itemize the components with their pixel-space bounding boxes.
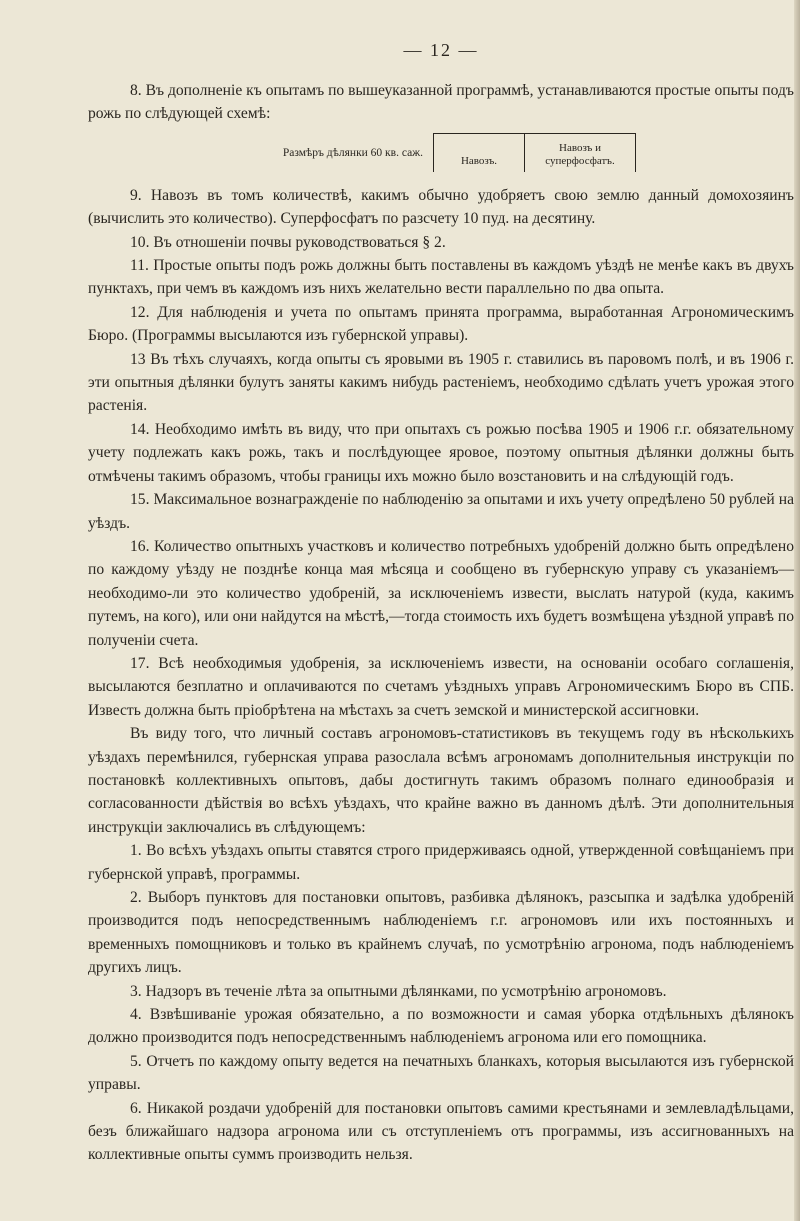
instruction-item: 2. Выборъ пунктовъ для постановки опытовъ, разбивка дѣлянокъ, разсыпка и задѣлка удобреній производится подъ непосредственнымъ наблюденіемъ г.г. агрономовъ или ихъ постоянныхъ и временныхъ помощниковъ и только въ крайнемъ случаѣ, по усмотрѣнію агронома, подъ наблюденіемъ другихъ лицъ. (88, 889, 794, 977)
scheme-cell-manure: Навозъ. (434, 134, 525, 172)
page-number: — 12 — (403, 40, 479, 60)
paragraph: 10. Въ отношеніи почвы руководствоваться § 2. (130, 233, 446, 251)
scheme-caption: Размѣръ дѣлянки 60 кв. саж. (282, 146, 423, 159)
scheme-table (88, 130, 636, 176)
paragraph: 11. Простые опыты подъ рожь должны быть поставлены въ каждомъ уѣздѣ не менѣе какъ въ двухъ пунктахъ, при чемъ въ каждомъ изъ нихъ желательно вести параллельно по два опыта. (88, 257, 794, 298)
scheme-box (433, 133, 636, 172)
instruction-item: 3. Надзоръ въ теченіе лѣта за опытными дѣлянками, по усмотрѣнію агрономовъ. (130, 982, 667, 1000)
instruction-item: 1. Во всѣхъ уѣздахъ опыты ставятся строго придерживаясь одной, утвержденной совѣщаніемъ при губернской управѣ, программы. (88, 842, 794, 883)
paragraph: 13 Въ тѣхъ случаяхъ, когда опыты съ яровыми въ 1905 г. ставились въ паровомъ полѣ, и въ 1906 г. эти опытныя дѣлянки булутъ заняты какимъ нибудь растеніемъ, необходимо сдѣлать учетъ урожая этого растенія. (88, 350, 794, 415)
paragraph: 15. Максимальное вознагражденіе по наблюденію за опытами и ихъ учету опредѣлено 50 рублей на уѣздъ. (88, 491, 794, 532)
document-page (88, 40, 794, 1167)
scheme-cell-manure-superphosphate: Навозъ и суперфосфатъ. (545, 142, 615, 168)
instruction-item: 5. Отчетъ по каждому опыту ведется на печатныхъ бланкахъ, которыя высылаются изъ губернской управы. (88, 1052, 794, 1094)
paragraph: 17. Всѣ необходимыя удобренія, за исключеніемъ извести, на основаніи особаго соглашенія, высылаются безплатно и оплачиваются по счетамъ уѣздныхъ управъ Агрономическимъ Бюро въ СПБ. Известь должна быть пріобрѣтена на мѣстахъ за счетъ земской и министерской ассигновки. (88, 654, 794, 719)
paragraph: Въ виду того, что личный составъ агрономовъ-статистиковъ въ текущемъ году въ нѣсколькихъ уѣздахъ перемѣнился, губернская управа разослала всѣмъ агрономамъ дополнительныя инструкціи по постановкѣ коллективныхъ опытовъ, дабы достигнуть такимъ образомъ полнаго единообразія и согласованности дѣйствія во всѣхъ уѣздахъ, что крайне важно въ данномъ дѣлѣ. Эти дополнительныя инструкціи заключались въ слѣдующемъ: (88, 725, 794, 836)
paragraph: 12. Для наблюденія и учета по опытамъ принята программа, выработанная Агрономическимъ Бюро. (Программы высылаются изъ губернской управы). (88, 303, 794, 345)
paragraph: 16. Количество опытныхъ участковъ и количество потребныхъ удобреній должно быть опредѣлено по каждому уѣзду не позднѣе конца мая мѣсяца и сообщено въ губернскую управу съ указаніемъ—необходимо-ли это количество удобреній, за исключеніемъ извести, выслать натурой (куда, какимъ путемъ, на кого), или они найдутся на мѣстѣ,—тогда стоимость ихъ будетъ возмѣщена уѣздной управѣ по полученіи счета. (88, 537, 794, 649)
paragraph-8: 8. Въ дополненіе къ опытамъ по вышеуказанной программѣ, устанавливаются простые опыты подъ рожь по слѣдующей схемѣ: (88, 82, 794, 123)
instruction-item: 6. Никакой роздачи удобреній для постановки опытовъ самими крестьянами и землевладѣльцами, безъ ближайшаго надзора агронома или съ отступленіемъ отъ программы, изъ ассигнованныхъ на коллективные опыты суммъ производить нельзя. (88, 1099, 794, 1164)
paragraph: 14. Необходимо имѣть въ виду, что при опытахъ съ рожью посѣва 1905 и 1906 г.г. обязательному учету подлежать какъ рожь, такъ и послѣдующее яровое, поэтому опытныя дѣлянки должны быть отмѣчены такимъ образомъ, чтобы границы ихъ можно было возстановить и на слѣдующій годъ. (88, 420, 794, 485)
instruction-item: 4. Взвѣшиваніе урожая обязательно, а по возможности и самая уборка отдѣльныхъ дѣлянокъ должно производится подъ непосредственнымъ наблюденіемъ агронома или его помощника. (88, 1006, 794, 1047)
paragraph: 9. Навозъ въ томъ количествѣ, какимъ обычно удобряетъ свою землю данный домохозяинъ (вычислить это количество). Суперфосфатъ по разсчету 10 пуд. на десятину. (88, 186, 794, 228)
page-edge (794, 0, 800, 1221)
